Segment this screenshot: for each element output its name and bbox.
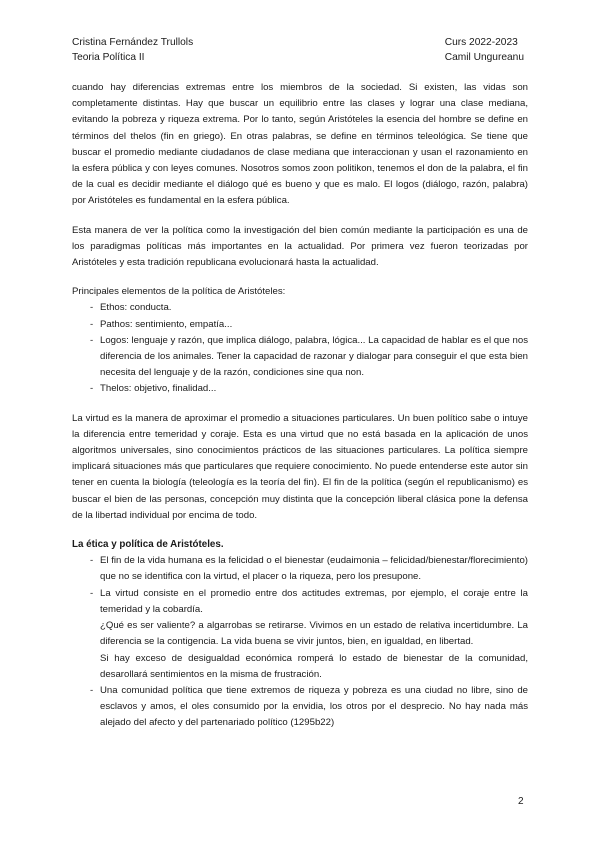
header-right [445, 35, 524, 65]
dash-marker: - [90, 684, 94, 696]
paragraph-2: Esta manera de ver la política como la investigación del bien común mediante la participación es una de los paradigmas políticas más importantes en la actualidad. Por primera vez fueron teorizadas por Aristóteles y esta tradición republicana evolucionará hasta la actualidad. [72, 224, 528, 269]
academic-year: Curs 2022-2023 [444, 37, 518, 48]
elements-list [72, 300, 528, 397]
ethics-list [72, 553, 528, 731]
list-item: - Thelos: objetivo, finalidad... [72, 381, 528, 397]
list-item: - Una comunidad política que tiene extremos de riqueza y pobreza es una ciudad no libre, sino de esclavos y amos, el oles consumido por la envidia, los otros por el desprecio. No hay nada más alejado del afecto y del partenariado político (1295b22) [90, 684, 528, 729]
paragraph-1: cuando hay diferencias extremas entre los miembros de la sociedad. Si existen, las vidas son completamente distintas. Hay que buscar un equilibrio entre las clases y lograr una clase mediana, evitando la pobreza y riqueza extrema. Por lo tanto, según Aristóteles la esencia del hombre se define en términos del thelos (fin en griego). En otras palabras, se define en términos teleológica. Se tiene que buscar el promedio mediante ciudadanos de clase mediana que interaccionan y usan el razonamiento en la esfera pública y con leyes comunes. Nosotros somos zoon politikon, tenemos el don de la palabra, el fin de la cual es decidir mediante el diálogo qué es bueno y que es malo. El logos (diálogo, razón, palabra) por Aristóteles es fundamental en la esfera pública. [72, 82, 528, 207]
course-name: Teoria Política II [72, 52, 145, 63]
paragraph-virtue: La virtud es la manera de aproximar el promedio a situaciones particulares. Un buen político sabe o intuye la diferencia entre temeridad y coraje. Esta es una virtud que no está basada en la aplicación de unos algoritmos universales, sino conocimientos prácticos de las situaciones particulares. La política siempre implicará situaciones más que particulares que requiere conocimiento. No puede entenderse este autor sin tener en cuenta la biología (teleología es la teoría del fin). El fin de la política (según el republicanismo) es buscar el bien de las personas, concepción muy distinta que la concepción liberal clásica pone la defensa de la libertad individual por encima de todo. [72, 412, 528, 521]
dash-marker: - [90, 587, 94, 599]
inequality-note: Si hay exceso de desigualdad económica romperá lo estado de bienestar de la comunidad, desarollará sentimientos en la misma de frustración. [100, 652, 528, 680]
page-number: 2 [518, 796, 524, 807]
list-item: - Ethos: conducta. [72, 300, 528, 316]
elements-intro: Principales elementos de la política de Aristóteles: [72, 286, 286, 298]
dash-marker: - [90, 383, 94, 395]
header-left [72, 35, 193, 65]
list-item: - El fin de la vida humana es la felicidad o el bienestar (eudaimonia – felicidad/bienestar/florecimiento) que no se identifica con la virtud, el placer o la riqueza, pero los presupone. [90, 555, 528, 583]
dash-marker: - [90, 555, 94, 567]
courage-question: ¿Qué es ser valiente? a algarrobas se retirarse. Vivimos en un estado de relativa incertidumbre. La diferencia se la contigencia. La vida buena se vivir juntos, bien, en igualdad, en libertad. [100, 620, 528, 648]
dash-marker: - [90, 318, 94, 330]
virtue-definition: La virtud consiste en el promedio entre dos actitudes extremas, por ejemplo, el coraje entre la temeridad y la cobardía. [100, 587, 528, 615]
professor-name: Camil Ungureanu [444, 52, 524, 63]
section-heading: La ética y política de Aristóteles. [72, 539, 224, 551]
author-name: Cristina Fernández Trullols [72, 37, 194, 48]
list-item [72, 586, 528, 683]
dash-marker: - [90, 334, 94, 346]
list-item: - Pathos: sentimiento, empatía... [72, 317, 528, 333]
document-body [72, 80, 528, 745]
dash-marker: - [90, 302, 94, 314]
list-item: - Logos: lenguaje y razón, que implica diálogo, palabra, lógica... La capacidad de hablar es el que nos diferencia de los animales. Tener la capacidad de razonar y dialogar para conseguir el que esta bien necesita del lenguaje y de la razón, condiciones sine qua non. [90, 334, 528, 379]
